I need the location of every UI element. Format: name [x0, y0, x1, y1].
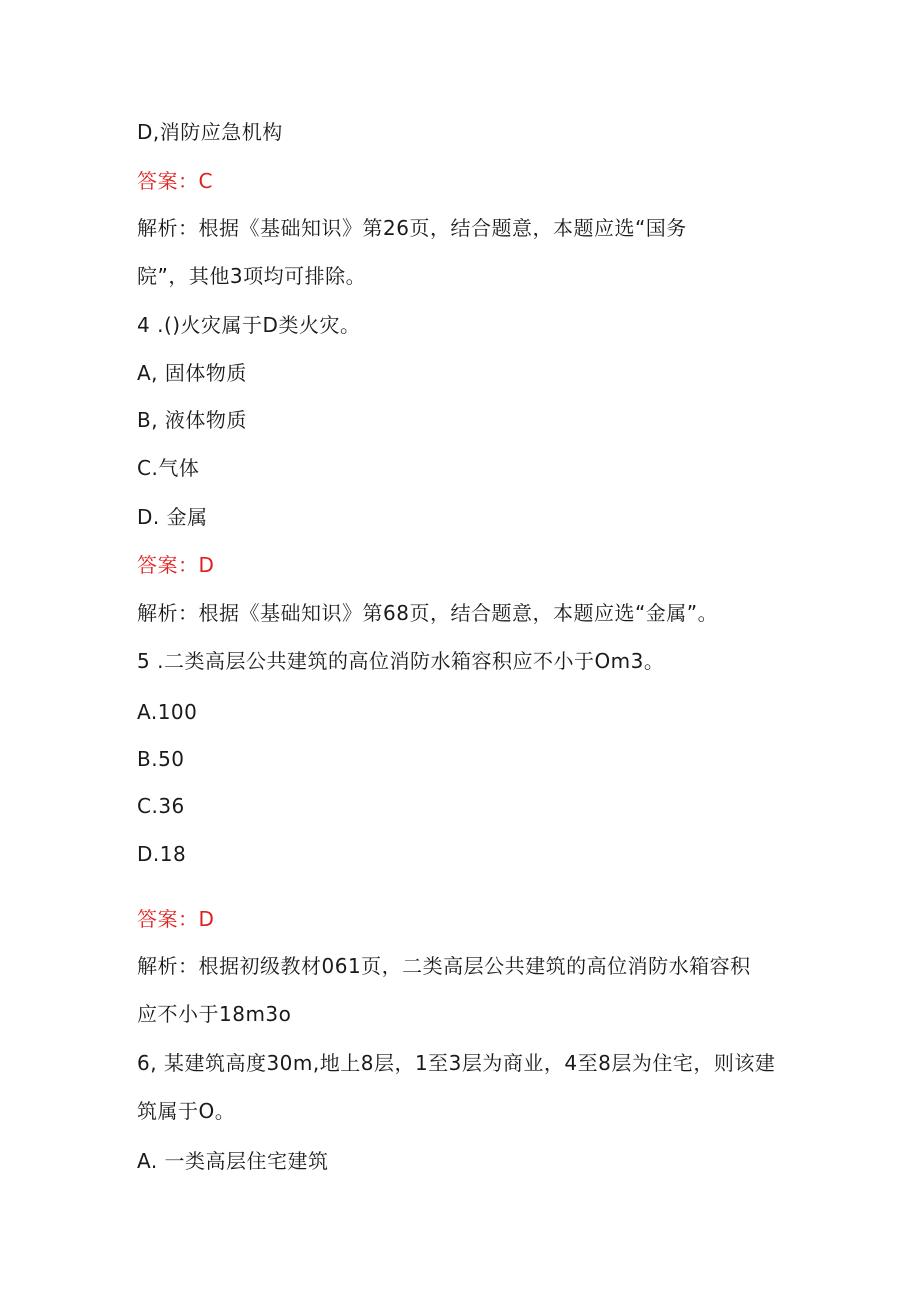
question-5-line: 5 .二类高层公共建筑的高位消防水箱容积应不小于Om3。: [137, 649, 665, 673]
question-6-line: 6, 某建筑高度30m,地上8层，1至3层为商业，4至8层为住宅，则该建: [137, 1051, 776, 1075]
option-d-line: D,消防应急机构: [137, 120, 283, 144]
answer-line: 答案：C: [137, 169, 213, 193]
option-d-line: D.18: [137, 842, 187, 866]
option-a-line: A.100: [137, 700, 198, 724]
answer-line: 答案：D: [137, 907, 215, 931]
option-a-line: A. 一类高层住宅建筑: [137, 1149, 329, 1173]
option-a-line: A, 固体物质: [137, 361, 247, 385]
analysis-line: 解析：根据初级教材061页，二类高层公共建筑的高位消防水箱容积: [137, 954, 751, 978]
analysis-line: 应不小于18m3o: [137, 1002, 292, 1026]
option-b-line: B.50: [137, 747, 185, 771]
analysis-line: 解析：根据《基础知识》第68页，结合题意，本题应选“金属”。: [137, 601, 719, 625]
analysis-line: 院”，其他3项均可排除。: [137, 264, 367, 288]
question-4-line: 4 .()火灾属于D类火灾。: [137, 313, 361, 337]
answer-line: 答案：D: [137, 553, 215, 577]
question-6-line: 筑属于O。: [137, 1099, 236, 1123]
option-c-line: C.36: [137, 794, 185, 818]
analysis-line: 解析：根据《基础知识》第26页，结合题意，本题应选“国务: [137, 216, 687, 240]
option-d-line: D. 金属: [137, 505, 208, 529]
option-b-line: B, 液体物质: [137, 408, 247, 432]
option-c-line: C.气体: [137, 456, 200, 480]
